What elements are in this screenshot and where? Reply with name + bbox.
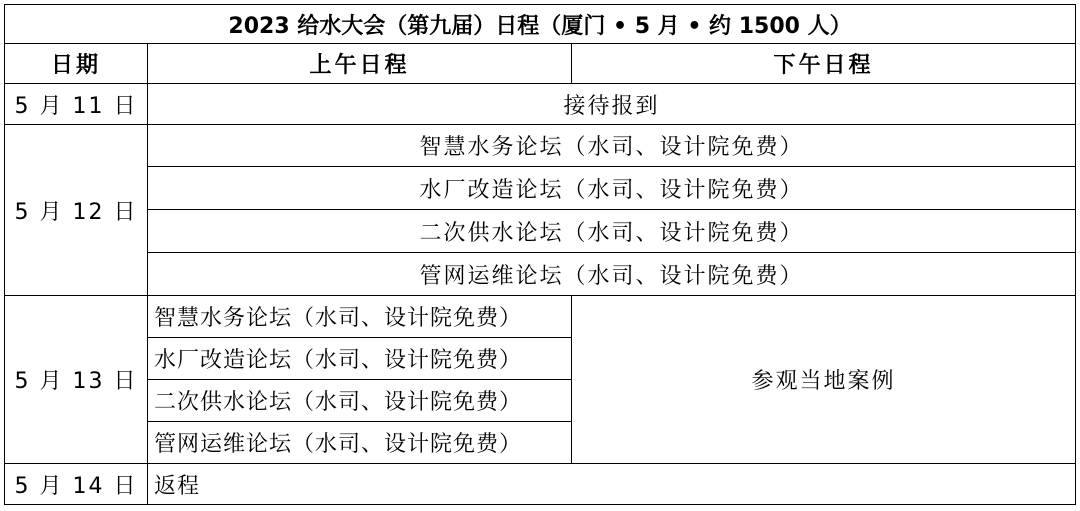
- schedule-table: [4, 4, 1076, 505]
- table-row: [5, 253, 1076, 296]
- schedule-title: 2023 给水大会（第九届）日程（厦门 • 5 月 • 约 1500 人）: [5, 5, 1076, 44]
- table-row-may-12: [5, 125, 1076, 167]
- forum-cell: 水厂改造论坛（水司、设计院免费）: [148, 338, 572, 380]
- afternoon-cell: 参观当地案例: [572, 296, 1076, 464]
- title-row: [5, 5, 1076, 44]
- table-row-may-13: [5, 296, 1076, 338]
- header-afternoon: 下午日程: [572, 44, 1076, 84]
- table-row: [5, 167, 1076, 210]
- forum-cell: 管网运维论坛（水司、设计院免费）: [148, 253, 1076, 296]
- activity-cell: 返程: [148, 464, 1076, 505]
- date-cell: 5 月 12 日: [5, 125, 148, 296]
- header-row: [5, 44, 1076, 84]
- date-cell: 5 月 14 日: [5, 464, 148, 505]
- table-row-may-11: [5, 84, 1076, 125]
- table-row: [5, 210, 1076, 253]
- activity-cell: 接待报到: [148, 84, 1076, 125]
- header-morning: 上午日程: [148, 44, 572, 84]
- forum-cell: 智慧水务论坛（水司、设计院免费）: [148, 125, 1076, 167]
- forum-cell: 二次供水论坛（水司、设计院免费）: [148, 210, 1076, 253]
- header-date: 日期: [5, 44, 148, 84]
- forum-cell: 智慧水务论坛（水司、设计院免费）: [148, 296, 572, 338]
- forum-cell: 水厂改造论坛（水司、设计院免费）: [148, 167, 1076, 210]
- forum-cell: 二次供水论坛（水司、设计院免费）: [148, 380, 572, 422]
- table-row-may-14: [5, 464, 1076, 505]
- date-cell: 5 月 11 日: [5, 84, 148, 125]
- forum-cell: 管网运维论坛（水司、设计院免费）: [148, 422, 572, 464]
- date-cell: 5 月 13 日: [5, 296, 148, 464]
